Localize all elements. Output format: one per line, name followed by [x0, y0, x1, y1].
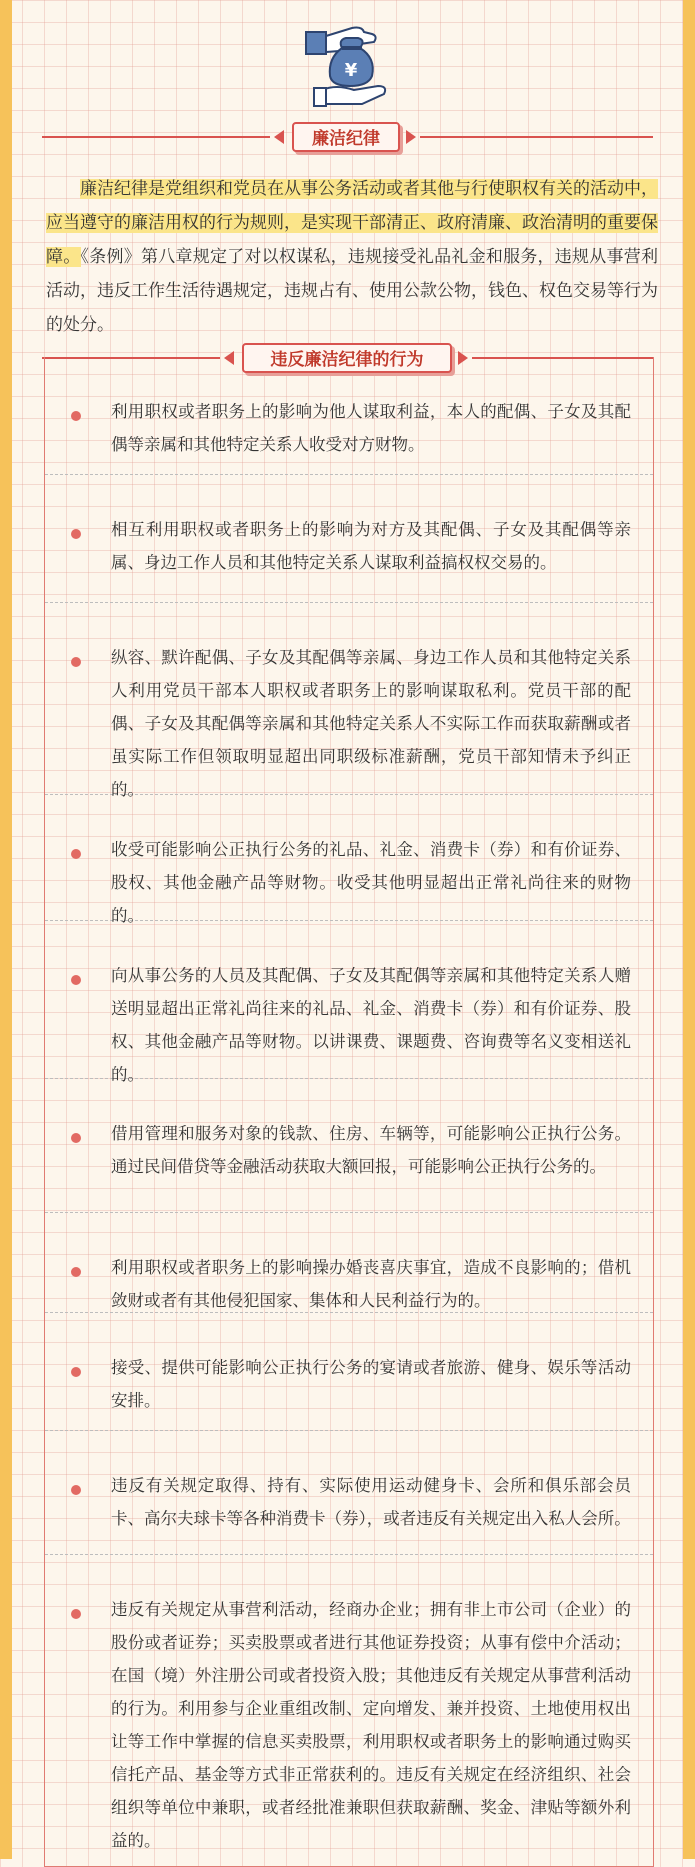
- list-item-text: 向从事公务的人员及其配偶、子女及其配偶等亲属和其他特定关系人赠送明显超出正常礼尚往来的礼品、礼金、消费卡（券）和有价证券、股权、其他金融产品等财物。以讲课费、课题费、咨询费等名义变相送礼的。: [111, 966, 631, 1084]
- bullet-dot: [71, 1367, 81, 1377]
- bullet-dot: [71, 849, 81, 859]
- bullet-dot: [71, 1133, 81, 1143]
- bullet-dot: [71, 1267, 81, 1277]
- list-item-text: 借用管理和服务对象的钱款、住房、车辆等，可能影响公正执行公务。通过民间借贷等金融活动获取大额回报，可能影响公正执行公务的。: [111, 1124, 631, 1176]
- section-title-badge: 廉洁纪律: [292, 122, 400, 152]
- list-item-text: 纵容、默许配偶、子女及其配偶等亲属、身边工作人员和其他特定关系人利用党员干部本人职权或者职务上的影响谋取私利。党员干部的配偶、子女及其配偶等亲属和其他特定关系人不实际工作而获取薪酬或者虽实际工作但领取明显超出同职级标准薪酬，党员干部知情未予纠正的。: [111, 648, 631, 799]
- list-item: [45, 1313, 653, 1431]
- list-item-text: 违反有关规定取得、持有、实际使用运动健身卡、会所和俱乐部会员卡、高尔夫球卡等各种消费卡（券），或者违反有关规定出入私人会所。: [111, 1476, 631, 1528]
- bullet-dot: [71, 411, 81, 421]
- list-item-text: 利用职权或者职务上的影响为他人谋取利益，本人的配偶、子女及其配偶等亲属和其他特定关系人收受对方财物。: [111, 402, 631, 454]
- bullet-dot: [71, 1609, 81, 1619]
- list-item-text: 利用职权或者职务上的影响操办婚丧喜庆事宜，造成不良影响的；借机敛财或者有其他侵犯国家、集体和人民利益行为的。: [111, 1258, 631, 1310]
- intro-body: 《条例》第八章规定了对以权谋私，违规接受礼品礼金和服务，违规从事营利活动，违反工作生活待遇规定，违规占有、使用公款公物，钱色、权色交易等行为的处分。: [46, 247, 659, 335]
- intro-highlight: 廉洁纪律是党组织和党员在从事公务活动或者其他与行使职权有关的活动中，应当遵守的廉洁用权的行为规则，是实现干部清正、政府清廉、政治清明的重要保障。: [46, 179, 658, 267]
- violations-list: [44, 357, 654, 1867]
- list-item: [45, 603, 653, 799]
- intro-paragraph: [46, 172, 658, 342]
- hand-money-bag-icon: [300, 14, 400, 110]
- svg-text:¥: ¥: [344, 60, 358, 81]
- list-item: [45, 1431, 653, 1555]
- bullet-dot: [71, 657, 81, 667]
- list-item: [45, 357, 653, 475]
- bullet-dot: [71, 1485, 81, 1495]
- section-title-row: [42, 122, 653, 152]
- list-item-text: 接受、提供可能影响公正执行公务的宴请或者旅游、健身、娱乐等活动安排。: [111, 1358, 631, 1410]
- list-item: [45, 1079, 653, 1213]
- list-item-text: 违反有关规定从事营利活动，经商办企业；拥有非上市公司（企业）的股份或者证券；买卖股票或者进行其他证券投资；从事有偿中介活动；在国（境）外注册公司或者投资入股；其他违反有关规定从事营利活动的行为。利用参与企业重组改制、定向增发、兼并投资、土地使用权出让等工作中掌握的信息买卖股票，利用职权或者职务上的影响通过购买信托产品、基金等方式非正常获利的。违反有关规定在经济组织、社会组织等单位中兼职，或者经批准兼职但获取薪酬、奖金、津贴等额外利益的。: [111, 1600, 631, 1850]
- list-item: [45, 921, 653, 1084]
- list-item: [45, 475, 653, 603]
- list-title-badge: 违反廉洁纪律的行为: [242, 343, 452, 373]
- list-item-text: 收受可能影响公正执行公务的礼品、礼金、消费卡（券）和有价证券、股权、其他金融产品等财物。收受其他明显超出正常礼尚往来的财物的。: [111, 840, 631, 925]
- bullet-dot: [71, 529, 81, 539]
- bullet-dot: [71, 975, 81, 985]
- list-item: [45, 1555, 653, 1867]
- left-side-bar: [0, 0, 12, 1859]
- list-item: [45, 795, 653, 925]
- list-item-text: 相互利用职权或者职务上的影响为对方及其配偶、子女及其配偶等亲属、身边工作人员和其他特定关系人谋取利益搞权权交易的。: [111, 520, 631, 572]
- right-side-bar: [683, 0, 695, 1859]
- list-item: [45, 1213, 653, 1313]
